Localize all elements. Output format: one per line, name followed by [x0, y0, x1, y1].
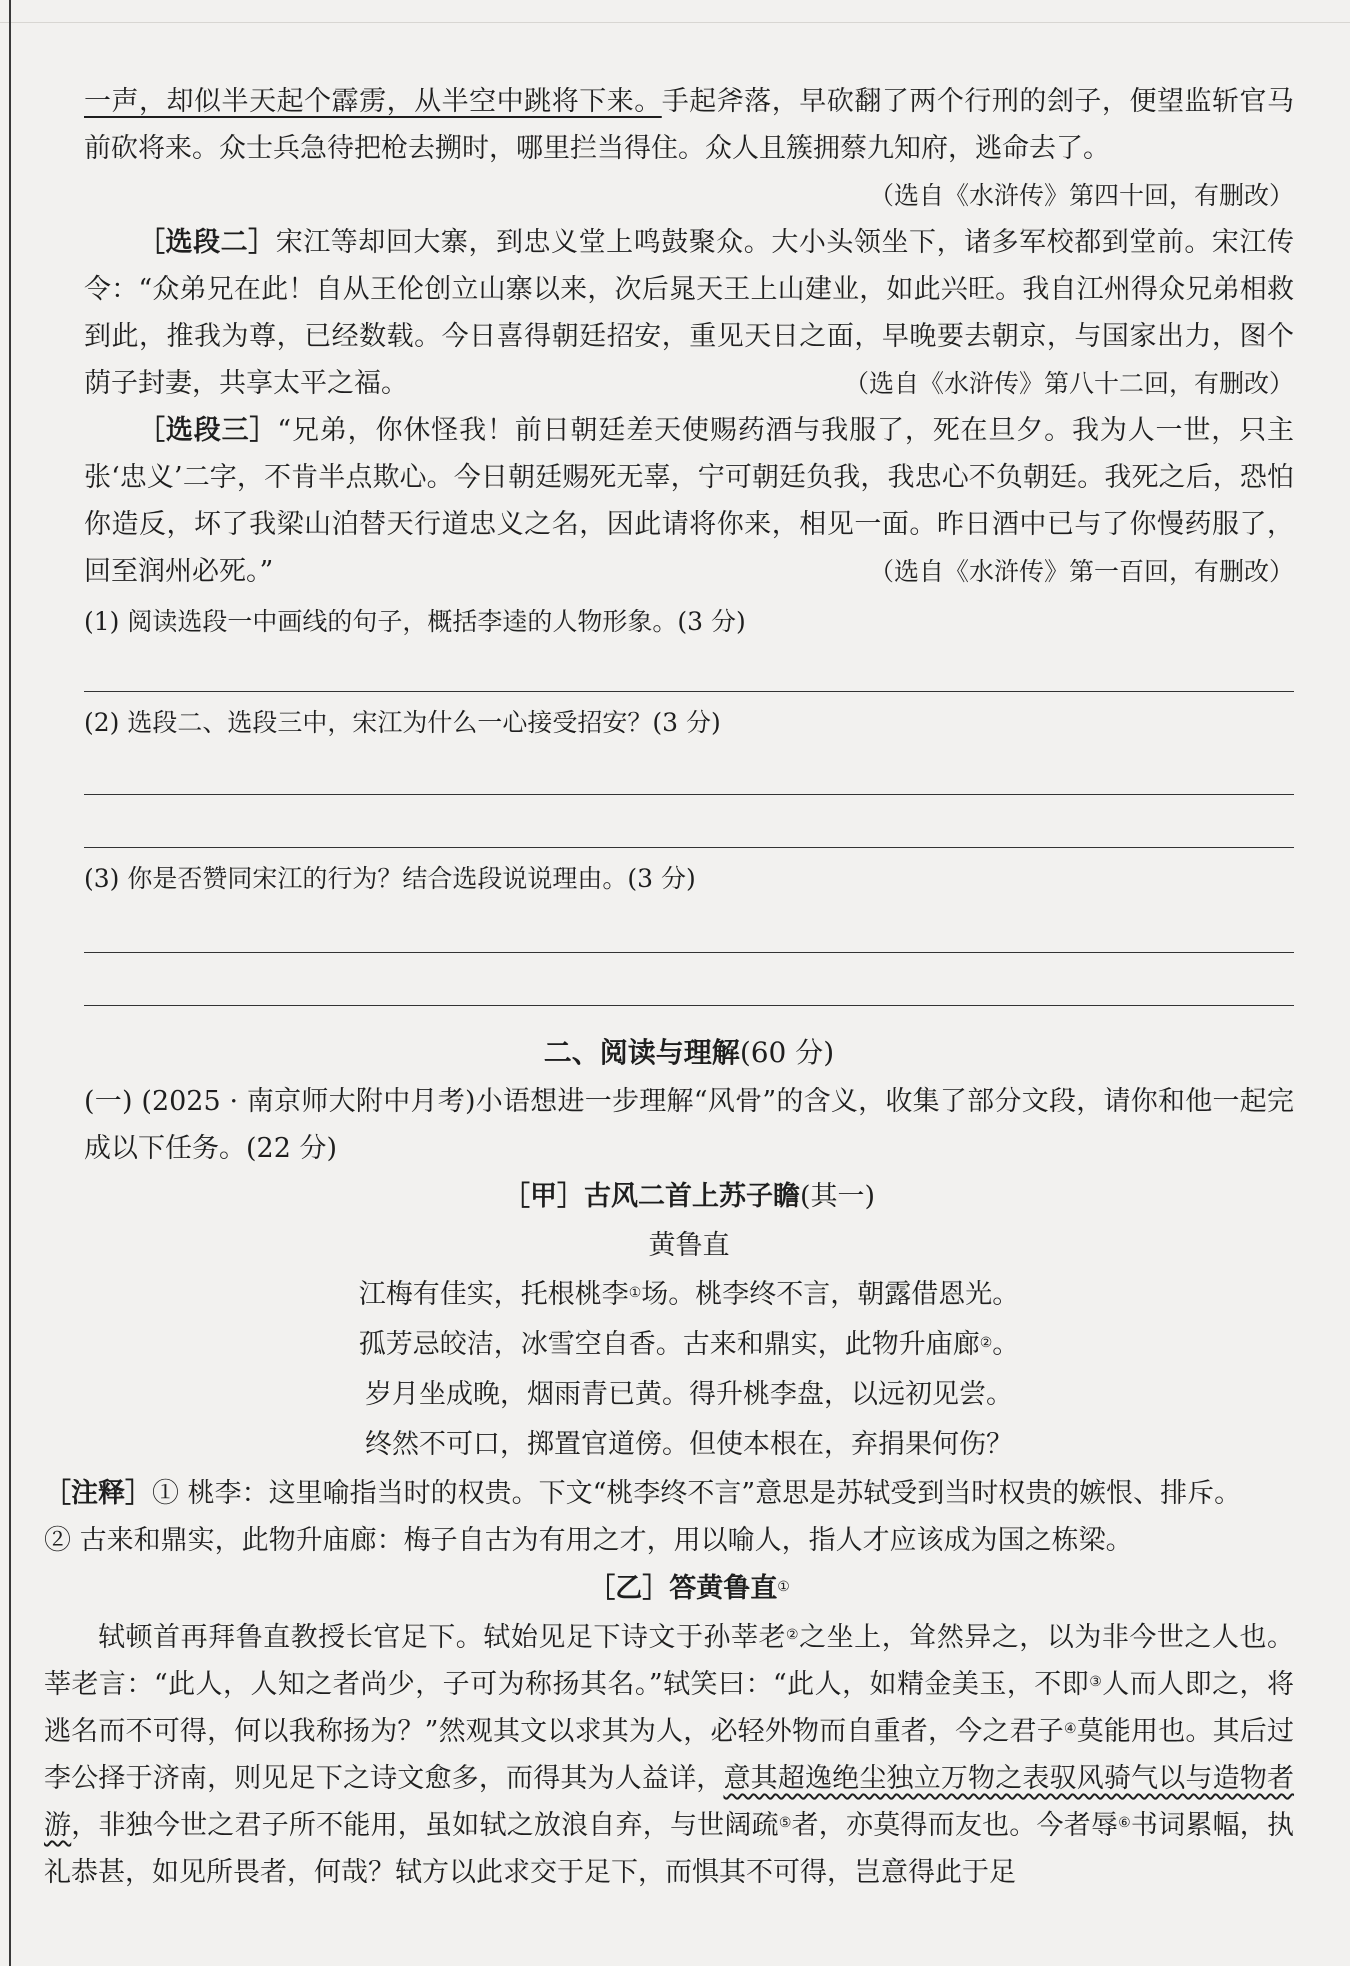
passage2-body: 宋江等却回大寨，到忠义堂上鸣鼓聚众。大小头领坐下，诸多军校都到堂前。宋江传令：“众弟兄在此！自从王伦创立山寨以来，次后晁天王上山建业，如此兴旺。我自江州得众兄弟相救到此，推我为尊，已经数载。今日喜得朝廷招安，重见天日之面，早晚要去朝京，与国家出力，图个荫子封妻，共享太平之福。 — [84, 227, 1295, 399]
wavy-underlined-sentence: 意其超逸绝尘独立万物之表驭风骑气以与造物者游 — [44, 1763, 1295, 1841]
letter-title — [84, 1564, 1294, 1614]
section-2-title-text: 二、阅读与理解 — [543, 1036, 740, 1069]
footnote-mark: ② — [979, 1335, 993, 1351]
poem-line-3: 岁月坐成晚，烟雨青已黄。得升桃李盘，以远初见尝。 — [365, 1379, 1013, 1410]
poem-title-text: 古风二首上苏子瞻 — [583, 1181, 800, 1212]
passage1-underlined-sentence: 一声，却似半天起个霹雳，从半空中跳将下来。 — [84, 86, 662, 117]
binding-edge-line — [9, 0, 11, 1966]
answer-line-3b[interactable] — [84, 1005, 1294, 1006]
poem-line-1: 江梅有佳实，托根桃李①场。桃李终不言，朝露借恩光。 — [358, 1279, 1020, 1310]
document-body — [44, 78, 1295, 1896]
passage2-source: （选自《水浒传》第八十二回，有删改） — [843, 369, 1294, 398]
section-2-score: (60 分) — [739, 1036, 835, 1069]
poem-line-2: 孤芳忌皎洁，冰雪空自香。古来和鼎实，此物升庙廊②。 — [358, 1329, 1020, 1360]
letter-title-tag: ［乙］ — [588, 1573, 670, 1604]
question-1: (1) 阅读选段一中画线的句子，概括李逵的人物形象。(3 分) — [84, 607, 746, 636]
footnote-mark: ② — [786, 1627, 800, 1643]
footnote-mark: ① — [628, 1285, 642, 1301]
question-2: (2) 选段二、选段三中，宋江为什么一心接受招安？(3 分) — [84, 708, 721, 737]
passage1-line2: 马前砍将来。众士兵急待把枪去搠时，哪里拦当得住。众人且簇拥蔡九知府，逃命去了。 — [84, 86, 1295, 164]
passage3-body: “兄弟，你休怪我！前日朝廷差天使赐药酒与我服了，死在旦夕。我为人一世，只主张‘忠义’二字，不肯半点欺心。今日朝廷赐死无辜，宁可朝廷负我，我忠心不负朝廷。我死之后，恐怕你造反，坏了我梁山泊替天行道忠义之名，因此请将你来，相见一面。昨日酒中已与了你慢药服了，回至润州必死。” — [84, 415, 1294, 587]
footnote-mark: ① — [777, 1579, 790, 1595]
poem-notes — [44, 1470, 1294, 1564]
poem-author: 黄鲁直 — [648, 1230, 730, 1261]
letter-body: 轼顿首再拜鲁直教授长官足下。轼始见足下诗文于孙莘老②之坐上，耸然异之，以为非今世之人也。莘老言：“此人，人知之者尚少，子可为称扬其名。”轼笑曰：“此人，如精金美玉，不即③人而人即之，将逃名而不可得，何以我称扬为？”然观其文以求其为人，必轻外物而自重者，今之君子④莫能用也。其后过李公择于济南，则见足下之诗文愈多，而得其为人益详，意其超逸绝尘独立万物之表驭风骑气以与造物者游，非独今世之君子所不能用，虽如轼之放浪自弃，与世阔疏⑤者，亦莫得而友也。今者辱⑥书词累幅，执礼恭甚，如见所畏者，何哉？轼方以此求交于足下，而惧其不可得，岂意得此于足 — [44, 1622, 1295, 1888]
question-3: (3) 你是否赞同宋江的行为？结合选段说说理由。(3 分) — [84, 864, 696, 893]
note-2: ② 古来和鼎实，此物升庙廊：梅子自古为有用之才，用以喻人，指人才应该成为国之栋梁。 — [44, 1525, 1133, 1556]
poem-title-suffix: (其一) — [799, 1181, 876, 1212]
poem-title-tag: ［甲］ — [502, 1181, 584, 1212]
passage2-tag: ［选段二］ — [138, 227, 276, 258]
passage1-text — [84, 78, 1294, 172]
poem-line-4: 终然不可口，掷置官道傍。但使本根在，弃捐果何伤？ — [365, 1429, 1013, 1460]
passage3-source: （选自《水浒传》第一百回，有删改） — [868, 557, 1294, 586]
poem-title — [84, 1172, 1294, 1222]
section-2-title — [84, 1028, 1294, 1078]
footnote-mark: ③ — [1089, 1674, 1103, 1690]
letter-title-text: 答黄鲁直 — [669, 1573, 778, 1604]
passage1-source: （选自《水浒传》第四十回，有删改） — [868, 181, 1294, 210]
footnote-mark: ④ — [1063, 1721, 1077, 1737]
footnote-mark: ⑥ — [1118, 1815, 1131, 1831]
notes-tag: ［注释］ — [44, 1478, 152, 1509]
answer-line-1a[interactable] — [84, 691, 1294, 692]
passage1-line1-rest: 手起斧落，早砍翻了两个行刑的刽子，便望监斩官 — [661, 86, 1268, 117]
top-divider — [0, 22, 1350, 23]
passage2-text — [84, 219, 1294, 407]
section-2-intro: (一) (2025 · 南京师大附中月考)小语想进一步理解“风骨”的含义，收集了部分文段，请你和他一起完成以下任务。(22 分) — [84, 1086, 1294, 1164]
passage3-tag: ［选段三］ — [138, 415, 278, 446]
answer-line-2b[interactable] — [84, 847, 1294, 848]
footnote-mark: ⑤ — [778, 1815, 792, 1831]
note-1: ① 桃李：这里喻指当时的权贵。下文“桃李终不言”意思是苏轼受到当时权贵的嫉恨、排斥。 — [152, 1478, 1242, 1509]
